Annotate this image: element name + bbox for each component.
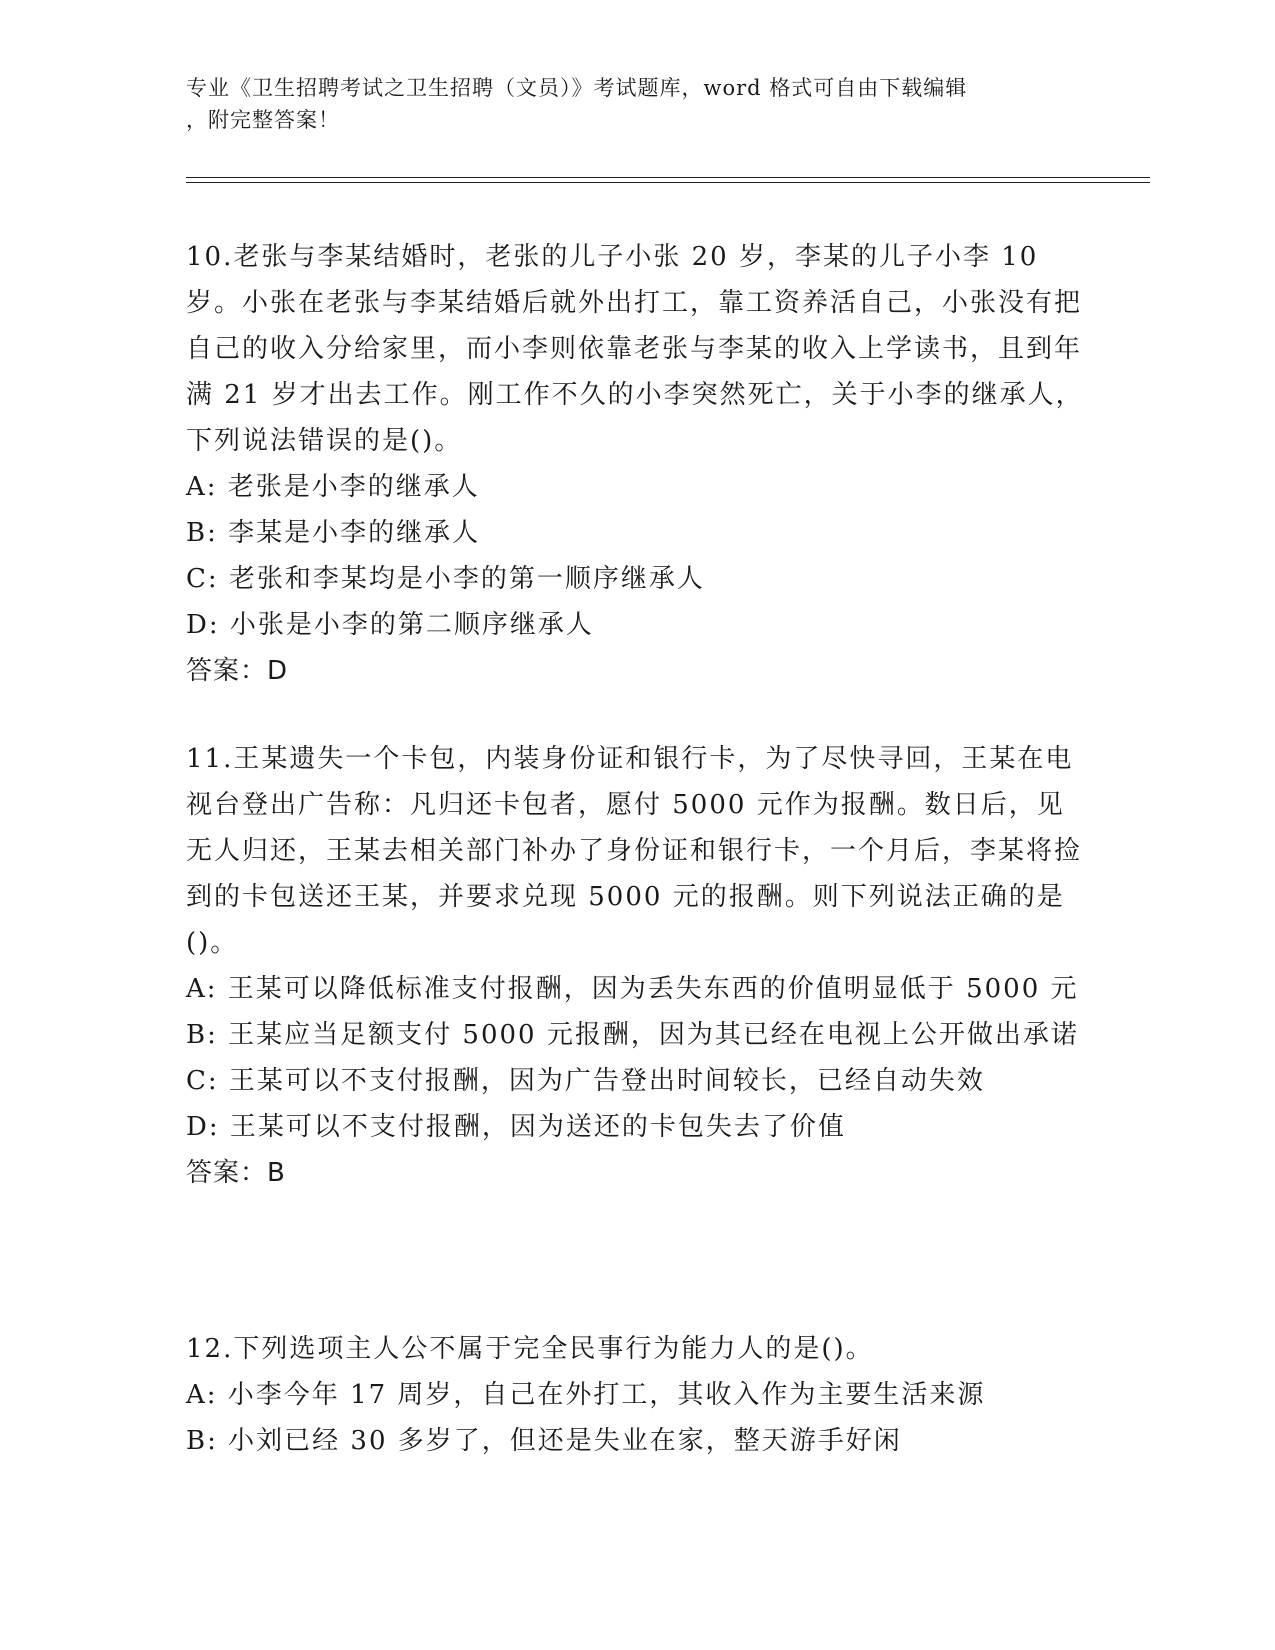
answer: 答案：D <box>186 656 289 686</box>
question-10 <box>186 234 1086 694</box>
option-d: D: 王某可以不支付报酬，因为送还的卡包失去了价值 <box>186 1112 846 1142</box>
header-line-1: 专业《卫生招聘考试之卫生招聘（文员）》考试题库，word 格式可自由下载编辑 <box>186 76 968 100</box>
question-stem: 11.王某遗失一个卡包，内装身份证和银行卡，为了尽快寻回，王某在电视台登出广告称：凡归还卡包者，愿付 5000 元作为报酬。数日后，见无人归还，王某去相关部门补办了身份证和银行卡，一个月后，李某将捡到的卡包送还王某，并要求兑现 5000 元的报酬。则下列说法正确的是()。 <box>186 744 1083 958</box>
document-header <box>186 72 1086 136</box>
option-a: A: 王某可以降低标准支付报酬，因为丢失东西的价值明显低于 5000 元 <box>186 974 1079 1004</box>
question-stem: 12.下列选项主人公不属于完全民事行为能力人的是()。 <box>186 1334 874 1364</box>
header-divider-top <box>186 177 1150 178</box>
question-12 <box>186 1326 1086 1464</box>
option-b: B: 小刘已经 30 多岁了，但还是失业在家，整天游手好闲 <box>186 1426 902 1456</box>
option-a: A: 小李今年 17 周岁，自己在外打工，其收入作为主要生活来源 <box>186 1380 986 1410</box>
question-stem: 10.老张与李某结婚时，老张的儿子小张 20 岁，李某的儿子小李 10 岁。小张在老张与李某结婚后就外出打工，靠工资养活自己，小张没有把自己的收入分给家里，而小李则依靠老张与李某的收入上学读书，且到年满 21 岁才出去工作。刚工作不久的小李突然死亡，关于小李的继承人，下列说法错误的是()。 <box>186 242 1084 456</box>
option-d: D: 小张是小李的第二顺序继承人 <box>186 610 594 640</box>
option-b: B: 李某是小李的继承人 <box>186 518 481 548</box>
option-b: B: 王某应当足额支付 5000 元报酬，因为其已经在电视上公开做出承诺 <box>186 1020 1079 1050</box>
question-11 <box>186 736 1086 1196</box>
option-c: C: 老张和李某均是小李的第一顺序继承人 <box>186 564 705 594</box>
option-c: C: 王某可以不支付报酬，因为广告登出时间较长，已经自动失效 <box>186 1066 985 1096</box>
option-a: A: 老张是小李的继承人 <box>186 472 480 502</box>
header-divider-bottom <box>186 182 1150 183</box>
answer: 答案：B <box>186 1158 286 1188</box>
header-line-2: ，附完整答案！ <box>186 108 340 132</box>
